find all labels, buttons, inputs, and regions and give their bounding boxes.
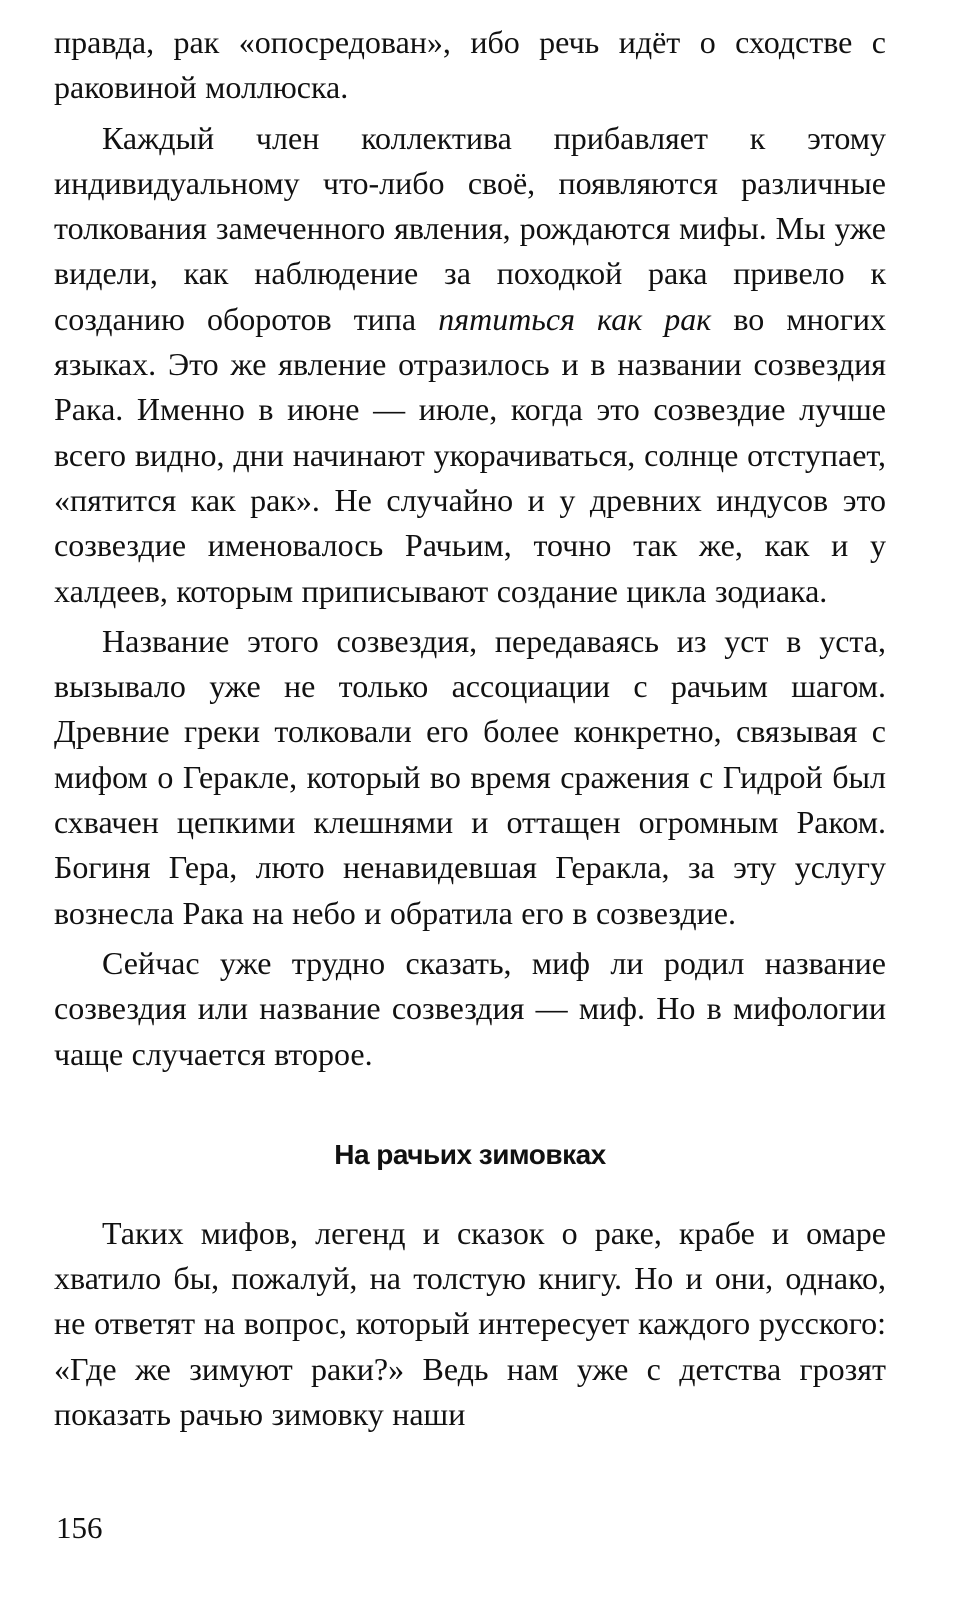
paragraph-myth-or-name: Сейчас уже трудно сказать, миф ли родил название созвездия или название созвездия — миф. Но в мифологии чаще случается второе. [54, 944, 886, 1072]
book-page [54, 20, 886, 1437]
paragraph-text-after-italic: во многих языках. Это же явление отразилось и в названии созвездия Рака. Именно в июне — июле, когда это созвездие лучше всего видно, дни начинают укорачиваться, солнце отступает, «пятится как рак». Не случайно и у древних индусов это созвездие именовалось Рачьим, точно так же, как и у халдеев, которым приписывают создание цикла зодиака. [54, 300, 886, 609]
italic-phrase: пятиться как рак [438, 300, 712, 337]
paragraph-continuation: правда, рак «опосредован», ибо речь идёт о сходстве с раковиной моллюска. [54, 24, 886, 106]
page-number: 156 [56, 1510, 103, 1545]
section-heading: На рачьих зимовках [334, 1138, 606, 1170]
paragraph-crayfish-winter: Таких мифов, легенд и сказок о раке, крабе и омаре хватило бы, пожалуй, на толстую книгу. Но и они, однако, не ответят на вопрос, который интересует каждого русского: «Где же зимуют раки?» Ведь нам уже с детства грозят показать рачью зимовку наши [54, 1214, 886, 1433]
paragraph-collective-myths [54, 116, 886, 614]
paragraph-constellation-name: Название этого созвездия, передаваясь из уст в уста, вызывало уже не только ассоциации с рачьим шагом. Древние греки толковали его более конкретно, связывая с мифом о Геракле, который во время сражения с Гидрой был схвачен цепкими клешнями и оттащен огромным Раком. Богиня Гера, люто ненавидевшая Геракла, за эту услугу вознесла Рака на небо и обратила его в созвездие. [54, 622, 886, 931]
paragraph-text-before-italic: Каждый член коллектива прибавляет к этому индивидуальному что-либо своё, появляются различные толкования замеченного явления, рождаются мифы. Мы уже видели, как наблюдение за походкой рака привело к созданию оборотов типа [54, 119, 886, 337]
